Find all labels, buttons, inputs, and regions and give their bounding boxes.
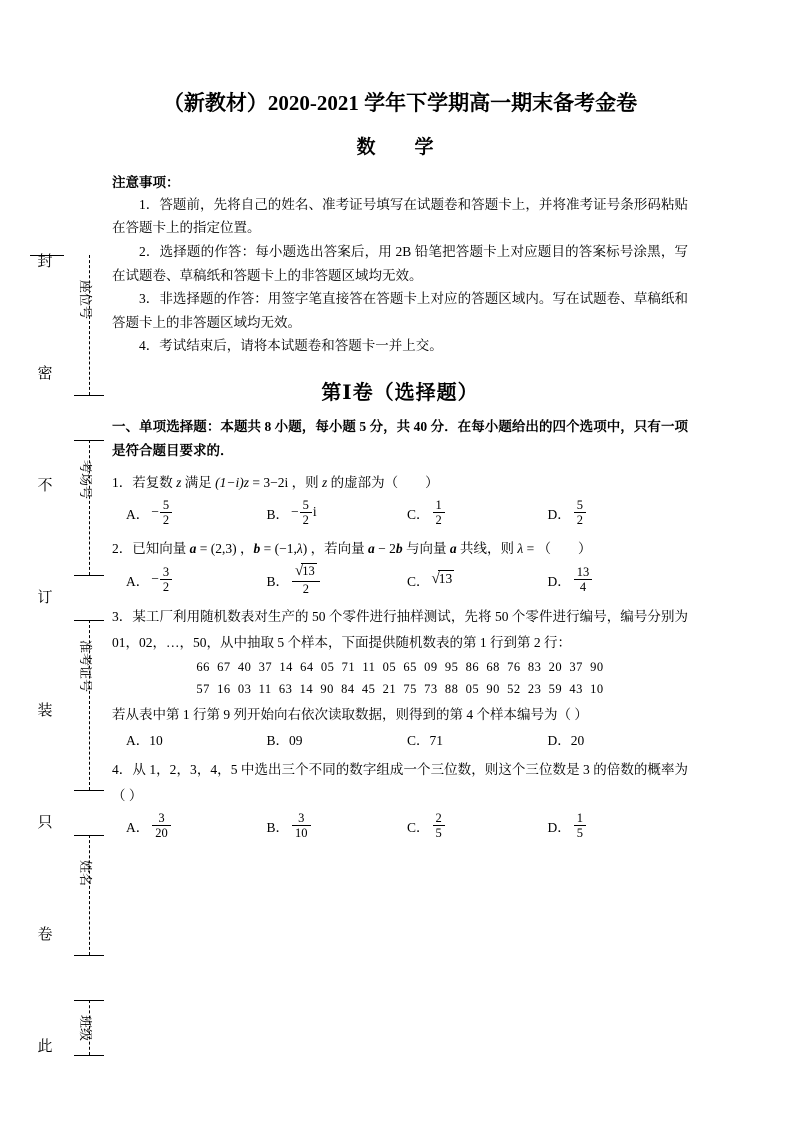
question-2-number: 2． — [112, 540, 133, 556]
paper-part-title: 第Ⅰ卷（选择题） — [321, 382, 479, 405]
option-d-value: $\frac{13}{4}$ — [573, 565, 594, 595]
seal-char: 装 — [37, 702, 53, 719]
question-3-text-line-1: 某工厂利用随机数表对生产的 50 个零件进行抽样测试，先将 50 个零件进行编号，编号分别为 01，02，…，50，从中抽取 5 个样本，下面提供随机数表的第 1 行到第 2 行： — [112, 608, 689, 650]
option-d-value: $\frac{5}{2}$ — [573, 498, 587, 528]
notice-item-4: 4．考试结束后，请将本试题卷和答题卡一并上交。 — [139, 338, 443, 354]
notice-item-3: 3．非选择题的作答：用签字笔直接答在答题卡上对应的答题区域内。写在试题卷、草稿纸和答题卡上的非答题区域均无效。 — [112, 291, 688, 330]
seal-characters-column — [32, 255, 58, 1055]
option-c[interactable]: C． $\frac{2}{5}$ — [407, 811, 548, 841]
option-d[interactable]: D．20 — [547, 733, 585, 749]
question-3-options — [112, 729, 688, 749]
question-3-text-line-2: 若从表中第 1 行第 9 列开始向右依次读取数据，则得到的第 4 个样本编号为（ ） — [112, 706, 588, 722]
option-b-value: − $\frac{5}{2}$ i — [291, 497, 317, 528]
notice-heading: 注意事项： — [112, 174, 180, 190]
option-c[interactable]: C．71 — [407, 733, 444, 749]
option-c[interactable]: C． $\frac{1}{2}$ — [407, 498, 548, 528]
option-d[interactable]: D． $\frac{5}{2}$ — [548, 498, 689, 528]
question-1-number: 1． — [112, 475, 133, 491]
seal-field-class: 班级 — [78, 1015, 93, 1042]
option-a[interactable]: A．10 — [126, 733, 163, 749]
option-c[interactable]: C． √13 — [407, 571, 453, 589]
seal-char: 只 — [37, 814, 53, 831]
option-d[interactable]: D． $\frac{1}{5}$ — [548, 811, 689, 841]
option-a-value: − $\frac{3}{2}$ — [151, 565, 173, 595]
exam-content — [112, 86, 688, 842]
option-b[interactable]: B． − $\frac{5}{2}$ i — [266, 497, 317, 528]
random-number-table — [112, 657, 688, 700]
seal-char: 订 — [37, 590, 53, 607]
question-4 — [112, 757, 688, 808]
option-b-value: $\frac{√13}{2}$ — [291, 563, 321, 596]
random-number-row-2: 57 16 03 11 63 14 90 84 45 21 75 73 88 05 90 52 23 59 43 10 — [196, 681, 604, 696]
question-1 — [112, 470, 688, 496]
seal-char: 封 — [37, 254, 53, 270]
page-title: （新教材）2020-2021 学年下学期高一期末备考金卷 — [162, 91, 638, 115]
section-heading: 一、单项选择题：本题共 8 小题，每小题 5 分，共 40 分．在每小题给出的四个选项中，只有一项是符合题目要求的． — [112, 419, 688, 458]
option-a-value: $\frac{3}{20}$ — [151, 811, 172, 841]
subject-title: 数 学 — [356, 136, 444, 158]
option-a-value: − $\frac{5}{2}$ — [151, 498, 173, 528]
seal-char: 此 — [37, 1038, 53, 1055]
question-2-options — [112, 563, 688, 596]
seal-field-admission-ticket: 准考证号 — [78, 640, 93, 693]
question-3 — [112, 604, 688, 655]
notice-item-1: 1．答题前，先将自己的姓名、准考证号填写在试题卷和答题卡上，并将准考证号条形码粘贴在答题卡上的指定位置。 — [112, 196, 688, 236]
question-2 — [112, 536, 688, 562]
option-b-value: $\frac{3}{10}$ — [291, 811, 312, 841]
seal-char: 不 — [37, 478, 53, 495]
question-1-options — [112, 498, 688, 528]
seal-field-exam-room: 考场号 — [78, 460, 93, 500]
seal-field-name: 姓名 — [78, 860, 93, 887]
question-4-text: 从 1，2，3，4，5 中选出三个不同的数字组成一个三位数，则这个三位数是 3 的倍数的概率为（ ） — [112, 762, 689, 804]
question-4-number: 4． — [112, 762, 133, 778]
option-c-value: √13 — [431, 571, 453, 588]
seal-tick — [30, 255, 64, 256]
option-b[interactable]: B．09 — [266, 733, 303, 749]
random-number-row-1: 66 67 40 37 14 64 05 71 11 05 65 09 95 86 68 76 83 20 37 90 — [196, 660, 604, 675]
option-c-value: $\frac{1}{2}$ — [432, 498, 446, 528]
option-c-value: $\frac{2}{5}$ — [432, 811, 446, 841]
seal-fields-column — [70, 255, 96, 1055]
option-d-value: $\frac{1}{5}$ — [573, 811, 587, 841]
option-b[interactable]: B． $\frac{3}{10}$ — [267, 811, 408, 841]
option-d[interactable]: D． $\frac{13}{4}$ — [548, 563, 689, 596]
option-a[interactable]: A． − $\frac{3}{2}$ — [126, 563, 267, 596]
seal-field-seat-number: 座位号 — [78, 280, 93, 320]
option-a[interactable]: A． $\frac{3}{20}$ — [126, 811, 267, 841]
question-3-number: 3． — [112, 608, 133, 624]
question-4-options — [112, 811, 688, 841]
option-a[interactable]: A． − $\frac{5}{2}$ — [126, 498, 267, 528]
seal-char: 密 — [37, 366, 53, 383]
option-b[interactable]: B． $\frac{√13}{2}$ — [267, 563, 408, 596]
question-2-text: 已知向量 a = (2,3) ，b = (−1,λ) ，若向量 a − 2b 与向量 a 共线，则 λ = （ ） — [132, 540, 592, 556]
notice-item-2: 2．选择题的作答：每小题选出答案后，用 2B 铅笔把答题卡上对应题目的答案标号涂黑，写在试题卷、草稿纸和答题卡上的非答题区域均无效。 — [112, 243, 688, 283]
question-1-text: 若复数 z 满足 (1−i)z = 3−2i ，则 z 的虚部为（ ） — [132, 475, 439, 491]
seal-char: 卷 — [37, 926, 53, 943]
